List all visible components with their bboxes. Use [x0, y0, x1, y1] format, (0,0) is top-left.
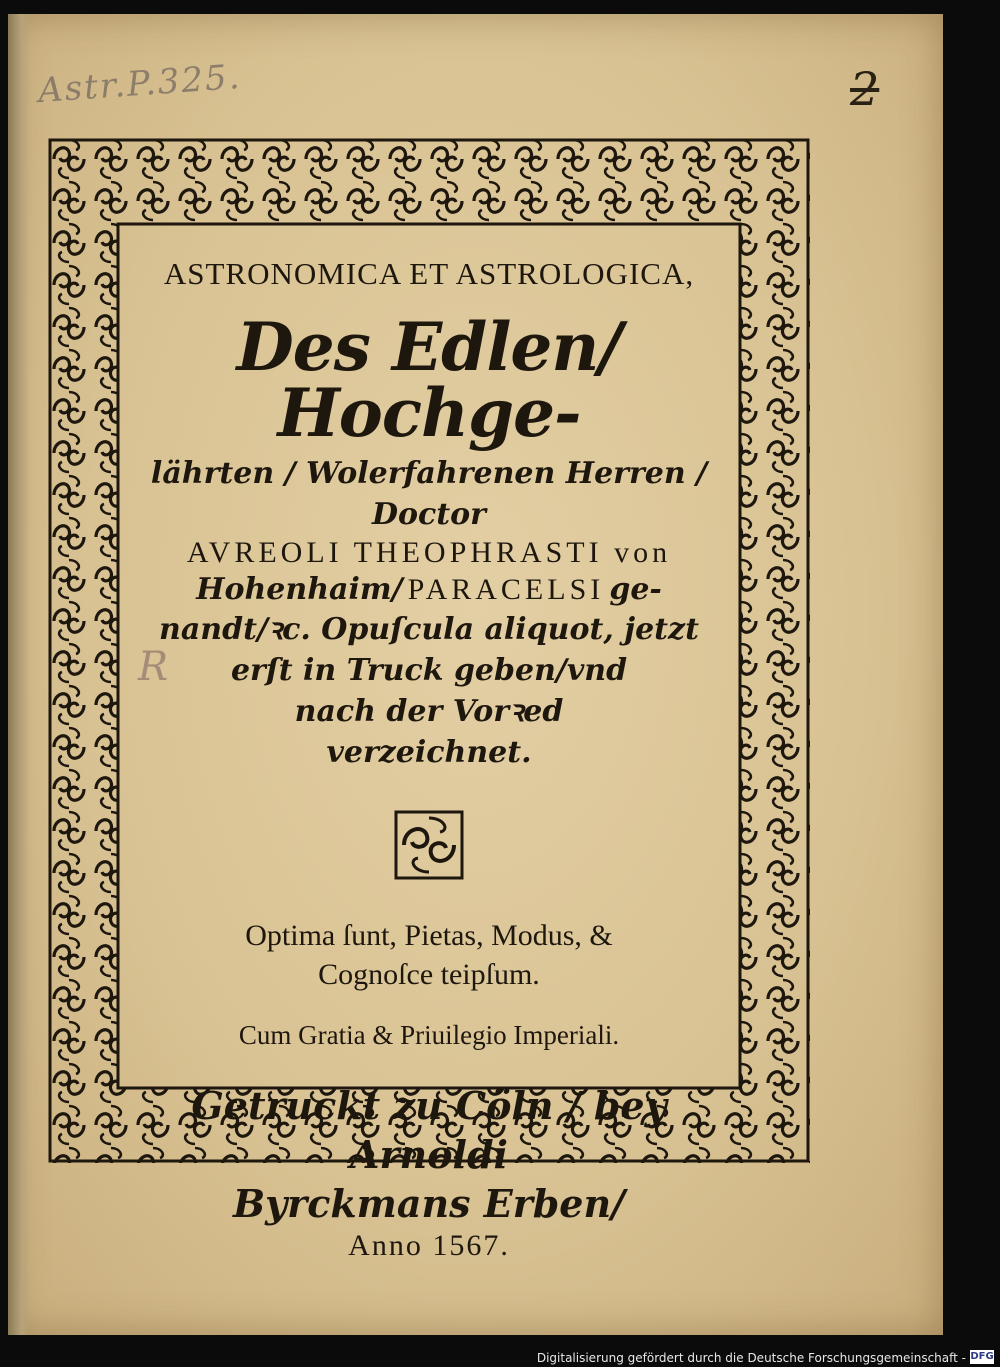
page-spine-edge [8, 14, 30, 1335]
title-page-scan [8, 14, 943, 1335]
title-line-5c: ge- [609, 571, 662, 607]
title-line-9: verzeichnet. [326, 734, 532, 770]
title-line-2: Des Edlen/ Hochge- [236, 308, 622, 452]
title-line-4: AVREOLI THEOPHRASTI von [186, 535, 672, 569]
title-line-5b: PARACELSI [407, 572, 605, 606]
privilege-line: Cum Gratia & Priuilegio Imperiali. [238, 1019, 620, 1050]
motto-line-1: Optima ſunt, Pietas, Modus, & [245, 918, 613, 952]
margin-mark: R [138, 644, 169, 690]
title-line-7: erſt in Truck geben/vnd [230, 653, 628, 689]
footer-bar [0, 1340, 1000, 1367]
imprint-line-1: Getruckt zu Cöln / bey Arnoldi [191, 1082, 667, 1177]
title-line-6: nandt/ꝛc. Opuſcula aliquot, jetzt [159, 612, 699, 648]
title-line-3: lährten / Wolerfahrenen Herren / Doctor [150, 456, 708, 532]
title-line-5 [120, 570, 738, 611]
imprint-line-2: Byrckmans Erben/ [232, 1181, 625, 1227]
dfg-logo-icon: DFG [970, 1351, 994, 1362]
printers-ornament-icon [394, 810, 464, 880]
funding-credit: Digitalisierung gefördert durch die Deutsche Forschungsgemeinschaft - [536, 1351, 966, 1365]
title-line-8: nach der Vorꝛed [294, 693, 564, 729]
title-text-block [120, 244, 738, 1263]
folio-number: 2 [850, 62, 880, 116]
shelfmark: Astr.P.325. [36, 56, 243, 112]
imprint-year: Anno 1567. [348, 1228, 510, 1262]
title-line-5a: Hohenhaim/ [196, 571, 403, 607]
title-line-1: ASTRONOMICA ET ASTROLOGICA, [163, 256, 695, 291]
motto-line-2: Cognoſce teipſum. [318, 957, 540, 991]
